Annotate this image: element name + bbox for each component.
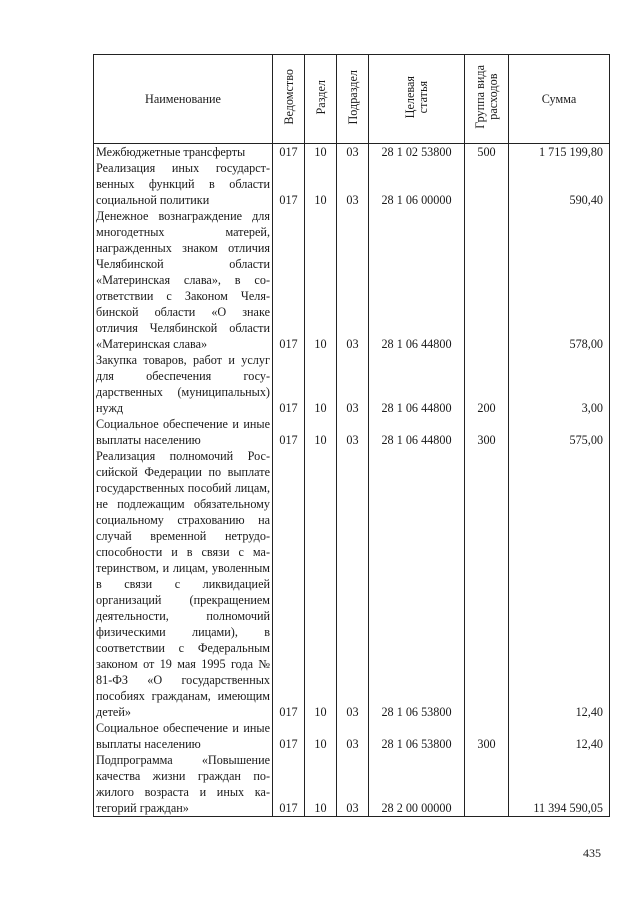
header-section — [305, 55, 337, 144]
row-subsection: 03 — [337, 144, 369, 161]
row-department: 017 — [273, 448, 305, 720]
row-expense-group: 300 — [465, 416, 509, 448]
header-name — [94, 55, 273, 144]
row-subsection: 03 — [337, 752, 369, 817]
row-subsection: 03 — [337, 720, 369, 752]
row-section: 10 — [305, 352, 337, 416]
row-name: Межбюджетные трансферты — [94, 144, 273, 161]
row-amount: 590,40 — [509, 160, 610, 208]
row-department: 017 — [273, 752, 305, 817]
row-name: Социальное обеспечение и иные выплаты населению — [94, 416, 273, 448]
row-name: Реализация иных государственных функций в области социальной политики — [94, 160, 273, 208]
table-row — [94, 448, 610, 720]
row-expense-group — [465, 448, 509, 720]
table-row — [94, 144, 610, 161]
row-target-article: 28 1 06 53800 — [369, 720, 465, 752]
header-expense-group — [465, 55, 509, 144]
row-target-article: 28 1 06 00000 — [369, 160, 465, 208]
page-number: 435 — [583, 846, 601, 860]
row-expense-group: 500 — [465, 144, 509, 161]
row-name: Подпрограмма «Повышение качества жизни граждан пожилого возраста и иных категорий граждан» — [94, 752, 273, 817]
row-name: Денежное вознаграждение для многодетных матерей, награжденных знаком отличия Челябинской области «Материнская слава», в соответствии с Законом Челябинской области «О знаке отличия Челябинской области «Материнская слава» — [94, 208, 273, 352]
row-name: Закупка товаров, работ и услуг для обеспечения государственных (муниципальных) нужд — [94, 352, 273, 416]
row-target-article: 28 1 06 44800 — [369, 416, 465, 448]
row-expense-group: 200 — [465, 352, 509, 416]
table-row — [94, 752, 610, 817]
row-expense-group: 300 — [465, 720, 509, 752]
table-body — [94, 144, 610, 817]
row-name: Реализация полномочий Российской Федерации по выплате государственных пособий лицам, не подлежащим обязательному социальному страхованию на случай временной нетрудоспособности и в связи с материнством, и лицам, уволенным в связи с ликвидацией организаций (прекращением деятельности, полномочий физическими лицами), в соответствии с Федеральным законом от 19 мая 1995 года № 81-ФЗ «О государственных пособиях гражданам, имеющим детей» — [94, 448, 273, 720]
row-section: 10 — [305, 416, 337, 448]
table-row — [94, 160, 610, 208]
row-subsection: 03 — [337, 160, 369, 208]
row-department: 017 — [273, 144, 305, 161]
row-expense-group — [465, 208, 509, 352]
row-amount: 11 394 590,05 — [509, 752, 610, 817]
row-subsection: 03 — [337, 352, 369, 416]
row-target-article: 28 2 00 00000 — [369, 752, 465, 817]
header-department — [273, 55, 305, 144]
header-department-label: Ведомство — [281, 69, 296, 125]
header-target-article — [369, 55, 465, 144]
row-amount: 3,00 — [509, 352, 610, 416]
header-section-label: Раздел — [313, 79, 328, 115]
row-expense-group — [465, 752, 509, 817]
row-department: 017 — [273, 160, 305, 208]
row-department: 017 — [273, 208, 305, 352]
row-amount: 12,40 — [509, 448, 610, 720]
table-row — [94, 208, 610, 352]
row-section: 10 — [305, 144, 337, 161]
row-target-article: 28 1 02 53800 — [369, 144, 465, 161]
budget-table — [93, 54, 610, 817]
row-amount: 12,40 — [509, 720, 610, 752]
row-department: 017 — [273, 352, 305, 416]
row-section: 10 — [305, 160, 337, 208]
row-name: Социальное обеспечение и иные выплаты населению — [94, 720, 273, 752]
row-expense-group — [465, 160, 509, 208]
header-amount — [509, 55, 610, 144]
table-row — [94, 416, 610, 448]
row-subsection: 03 — [337, 448, 369, 720]
header-row — [94, 55, 610, 144]
row-target-article: 28 1 06 44800 — [369, 352, 465, 416]
header-name-label: Наименование — [145, 92, 221, 106]
table-row — [94, 720, 610, 752]
row-amount: 578,00 — [509, 208, 610, 352]
row-target-article: 28 1 06 53800 — [369, 448, 465, 720]
row-department: 017 — [273, 416, 305, 448]
row-department: 017 — [273, 720, 305, 752]
row-subsection: 03 — [337, 416, 369, 448]
header-subsection-label: Подраздел — [345, 69, 360, 125]
header-target-article-label: Целевая статья — [402, 75, 430, 119]
table-row — [94, 352, 610, 416]
row-section: 10 — [305, 752, 337, 817]
header-expense-group-label: Группа вида расходов — [472, 65, 500, 129]
row-amount: 1 715 199,80 — [509, 144, 610, 161]
row-section: 10 — [305, 208, 337, 352]
header-subsection — [337, 55, 369, 144]
table-header — [94, 55, 610, 144]
row-subsection: 03 — [337, 208, 369, 352]
header-amount-label: Сумма — [541, 92, 577, 106]
row-section: 10 — [305, 720, 337, 752]
row-section: 10 — [305, 448, 337, 720]
row-target-article: 28 1 06 44800 — [369, 208, 465, 352]
row-amount: 575,00 — [509, 416, 610, 448]
